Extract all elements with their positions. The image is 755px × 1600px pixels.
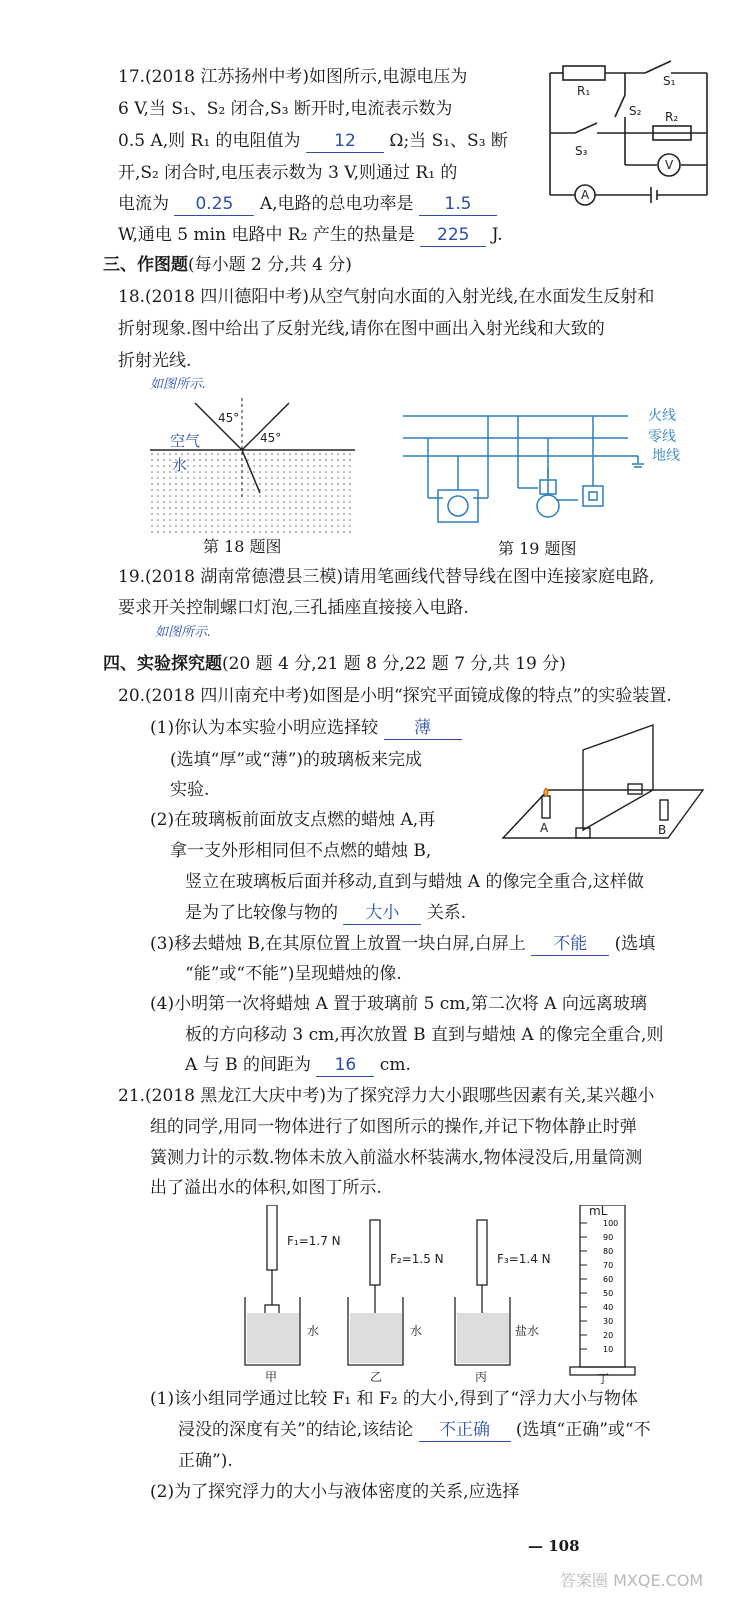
- q20-part1: [150, 717, 462, 740]
- label-ding: 丁: [597, 1372, 610, 1385]
- q17-text: 0.5 A,则 R₁ 的电阻值为: [118, 131, 301, 151]
- q20-part3a: [150, 933, 655, 956]
- q20-text: 是为了比较像与物的: [185, 903, 338, 923]
- cylinder-tick-label: 60: [603, 1275, 614, 1284]
- q20-answer-1: 薄: [384, 717, 462, 740]
- label-zero-wire: 零线: [648, 429, 676, 445]
- q20-part4b: 板的方向移动 3 cm,再次放置 B 直到与蜡烛 A 的像完全重合,则: [185, 1025, 664, 1045]
- q20-part4c: [185, 1054, 411, 1077]
- label-fire-wire: 火线: [648, 408, 676, 424]
- candle-b: [660, 800, 668, 820]
- q19-handwritten-note: 如图所示.: [155, 625, 212, 640]
- q17-answer-2: 0.25: [174, 193, 254, 216]
- label-r2: R₂: [665, 110, 679, 124]
- section-4-heading: [103, 653, 566, 675]
- q20-text: (3)移去蜡烛 B,在其原位置上放置一块白屏,白屏上: [150, 934, 526, 954]
- label-a: A: [581, 188, 590, 202]
- label-f1: F₁=1.7 N: [287, 1234, 341, 1248]
- q20-part2b: 拿一支外形相同但不点燃的蜡烛 B,: [170, 841, 432, 861]
- label-r1: R₁: [577, 84, 591, 98]
- cylinder-tick-label: 70: [603, 1261, 614, 1270]
- q21-answer-1: 不正确: [419, 1419, 511, 1442]
- q19-line1: 19.(2018 湖南常德澧县三模)请用笔画线代替导线在图中连接家庭电路,: [118, 567, 655, 587]
- label-s1: S₁: [663, 74, 676, 88]
- label-liquid-3: 盐水: [515, 1324, 540, 1338]
- q21-buoyancy-figure: [225, 1205, 645, 1385]
- q21-line1: 21.(2018 黑龙江大庆中考)为了探究浮力大小跟哪些因素有关,某兴趣小: [118, 1086, 655, 1106]
- q18-line2: 折射现象.图中给出了反射光线,请你在图中画出入射光线和大致的: [118, 319, 605, 339]
- q19-household-circuit: [398, 408, 698, 533]
- q20-text: A 与 B 的间距为: [185, 1055, 311, 1075]
- label-v: V: [665, 158, 674, 172]
- q20-text: 关系.: [426, 903, 467, 923]
- label-yi: 乙: [370, 1370, 383, 1384]
- q19-line2: 要求开关控制螺口灯泡,三孔插座直接接入电路.: [118, 598, 469, 618]
- q20-text: (选填: [614, 934, 656, 954]
- q21-text: 浸没的深度有关”的结论,该结论: [178, 1420, 414, 1440]
- spring-scale-1: [267, 1205, 277, 1270]
- q18-handwritten-note: 如图所示.: [150, 377, 207, 392]
- spring-scale-2: [370, 1220, 380, 1285]
- q17-text: J.: [491, 225, 503, 245]
- q21-part1b: [178, 1419, 651, 1442]
- table-plane: [503, 790, 703, 838]
- resistor-r1: [563, 66, 605, 80]
- label-ground-wire: 地线: [652, 448, 680, 464]
- angle-reflection: 45°: [260, 431, 282, 445]
- q21-line4: 出了溢出水的体积,如图丁所示.: [150, 1178, 382, 1198]
- q18-caption: 第 18 题图: [203, 537, 282, 556]
- q20-text: (1)你认为本实验小明应选择较: [150, 718, 379, 738]
- cylinder-tick-label: 90: [603, 1233, 614, 1242]
- label-liquid-1: 水: [307, 1324, 320, 1338]
- q20-answer-3: 不能: [531, 933, 609, 956]
- q20-part4a: (4)小明第一次将蜡烛 A 置于玻璃前 5 cm,第二次将 A 向远离玻璃: [150, 994, 647, 1014]
- q17-answer-1: 12: [306, 130, 384, 153]
- q20-part1c: 实验.: [170, 780, 210, 800]
- label-candle-b: B: [658, 823, 667, 837]
- q17-line6: [118, 224, 503, 247]
- q17-answer-4: 225: [420, 224, 486, 247]
- q19-caption: 第 19 题图: [498, 539, 577, 558]
- switch-s2: [615, 95, 625, 117]
- cylinder-tick-label: 100: [603, 1219, 619, 1228]
- q17-text: 电流为: [118, 194, 169, 214]
- q17-line1: 17.(2018 江苏扬州中考)如图所示,电源电压为: [118, 67, 468, 87]
- section-title: 四、实验探究题: [103, 654, 222, 674]
- cylinder-tick-label: 50: [603, 1289, 614, 1298]
- q17-text: Ω;当 S₁、S₃ 断: [389, 131, 508, 151]
- q17-line5: [118, 193, 497, 216]
- three-hole-socket: [438, 490, 478, 522]
- plate-holder-right: [628, 784, 642, 794]
- label-f3: F₃=1.4 N: [497, 1252, 551, 1266]
- q20-answer-2: 大小: [343, 902, 421, 925]
- q21-part1a: (1)该小组同学通过比较 F₁ 和 F₂ 的大小,得到了“浮力大小与物体: [150, 1389, 639, 1409]
- q20-mirror-figure: [498, 720, 708, 850]
- candle-a: [542, 796, 550, 818]
- label-f2: F₂=1.5 N: [390, 1252, 444, 1266]
- q17-line2: 6 V,当 S₁、S₂ 闭合,S₃ 断开时,电流表示数为: [118, 99, 453, 119]
- cylinder-tick-label: 10: [603, 1345, 614, 1354]
- q17-circuit-diagram: [545, 55, 715, 215]
- label-s3: S₃: [575, 144, 588, 158]
- q20-part2d: [185, 902, 466, 925]
- label-air: 空气: [170, 432, 201, 450]
- q18-line1: 18.(2018 四川德阳中考)从空气射向水面的入射光线,在水面发生反射和: [118, 287, 655, 307]
- q17-text: A,电路的总电功率是: [259, 194, 414, 214]
- label-water: 水: [172, 456, 188, 474]
- q20-part2a: (2)在玻璃板前面放支点燃的蜡烛 A,再: [150, 810, 436, 830]
- graduated-cylinder: [580, 1205, 625, 1367]
- watermark: 答案圈 MXQE.COM: [560, 1571, 704, 1590]
- q20-text: cm.: [379, 1055, 411, 1075]
- q20-line1: 20.(2018 四川南充中考)如图是小明“探究平面镜成像的特点”的实验装置.: [118, 686, 672, 706]
- screw-bulb: [537, 495, 559, 517]
- switch-s3: [575, 123, 597, 133]
- spring-scale-3: [477, 1220, 487, 1285]
- section-3-heading: [103, 254, 352, 276]
- label-jia: 甲: [265, 1370, 278, 1384]
- cylinder-tick-label: 30: [603, 1317, 614, 1326]
- section-note: (20 题 4 分,21 题 8 分,22 题 7 分,共 19 分): [222, 654, 566, 674]
- label-liquid-2: 水: [410, 1324, 423, 1338]
- light-switch: [583, 486, 603, 506]
- q17-answer-3: 1.5: [419, 193, 497, 216]
- q21-text: (选填“正确”或“不: [515, 1420, 651, 1440]
- switch-s1: [645, 61, 671, 73]
- cylinder-tick-label: 40: [603, 1303, 614, 1312]
- cylinder-tick-label: 20: [603, 1331, 614, 1340]
- q18-line3: 折射光线.: [118, 351, 192, 371]
- q17-line4: 开,S₂ 闭合时,电压表示数为 3 V,则通过 R₁ 的: [118, 163, 458, 183]
- q21-part1d: 正确”).: [178, 1451, 233, 1471]
- q20-part1b: (选填“厚”或“薄”)的玻璃板来完成: [170, 750, 423, 770]
- q18-reflection-figure: [150, 398, 360, 538]
- cylinder-tick-label: 80: [603, 1247, 614, 1256]
- q21-part2a: (2)为了探究浮力的大小与液体密度的关系,应选择: [150, 1482, 520, 1502]
- section-note: (每小题 2 分,共 4 分): [188, 255, 352, 275]
- cylinder-unit: mL: [589, 1205, 608, 1218]
- q20-answer-4: 16: [316, 1054, 374, 1077]
- page-number: — 108: [528, 1537, 580, 1555]
- label-s2: S₂: [629, 104, 642, 118]
- q20-part3c: “能”或“不能”)呈现蜡烛的像.: [185, 964, 402, 984]
- label-candle-a: A: [540, 821, 549, 835]
- section-title: 三、作图题: [103, 255, 188, 275]
- q17-text: W,通电 5 min 电路中 R₂ 产生的热量是: [118, 225, 415, 245]
- q20-part2c: 竖立在玻璃板后面并移动,直到与蜡烛 A 的像完全重合,这样做: [185, 872, 644, 892]
- angle-incidence: 45°: [218, 411, 240, 425]
- glass-plate: [583, 725, 653, 830]
- q21-line2: 组的同学,用同一物体进行了如图所示的操作,并记下物体静止时弹: [150, 1117, 637, 1137]
- cylinder-ticks: [580, 1219, 618, 1354]
- label-bing: 丙: [475, 1370, 488, 1384]
- q17-line3: [118, 130, 508, 153]
- q21-line3: 簧测力计的示数.物体未放入前溢水杯装满水,物体浸没后,用量筒测: [150, 1148, 643, 1168]
